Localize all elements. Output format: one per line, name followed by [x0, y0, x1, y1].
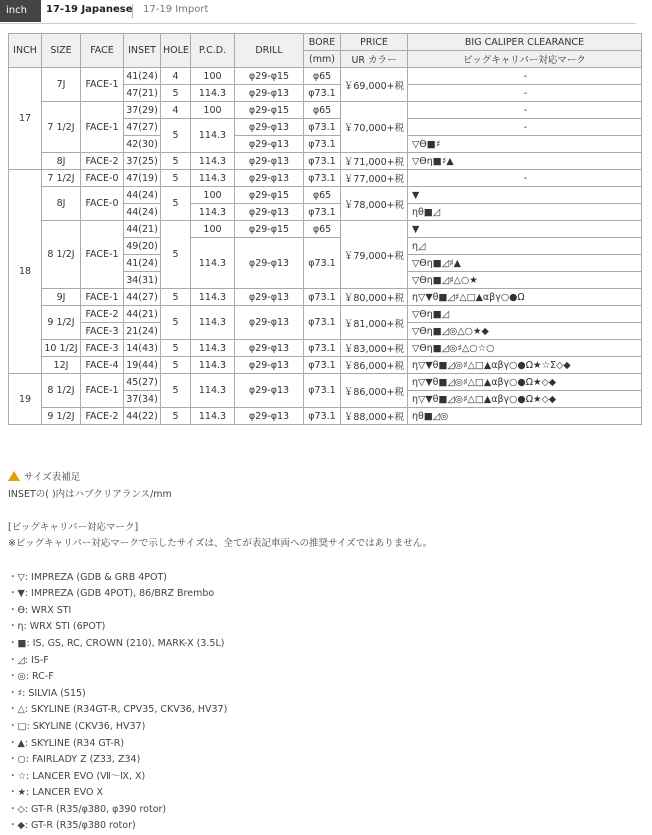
cell-drill: φ29-φ13 [235, 238, 304, 289]
header-inch: INCH [9, 34, 42, 68]
cell-bore: φ73.1 [304, 340, 341, 357]
spacer [8, 503, 638, 520]
legend-item: ・◆: GT-R (R35/φ380 rotor) [8, 820, 136, 832]
legend-item: ・◿: IS-F [8, 654, 49, 666]
cell-pcd: 114.3 [191, 204, 235, 221]
cell-pcd: 114.3 [191, 170, 235, 187]
cell-face: FACE-3 [81, 340, 124, 357]
table-row [9, 153, 642, 170]
cell-clearance: ηθ■◿ [408, 204, 642, 221]
cell-clearance: ▽ϴη■◿◎△○★◆ [408, 323, 642, 340]
cell-inset: 41(24) [124, 68, 161, 85]
cell-face: FACE-2 [81, 306, 124, 323]
cell-drill: φ29-φ13 [235, 374, 304, 408]
header-hole: HOLE [161, 34, 191, 68]
cell-clearance: - [408, 102, 642, 119]
cell-inset: 44(21) [124, 306, 161, 323]
cell-price: ￥86,000+税 [341, 374, 408, 408]
cell-clearance: ηθ■◿◎ [408, 408, 642, 425]
cell-hole: 5 [161, 85, 191, 102]
tab-separator [132, 4, 133, 18]
legend-item: ・◇: GT-R (R35/φ380, φ390 rotor) [8, 803, 167, 815]
cell-inset: 41(24) [124, 255, 161, 272]
cell-bore: φ73.1 [304, 136, 341, 153]
cell-price: ￥71,000+税 [341, 153, 408, 170]
cell-clearance: η▽▼θ■◿◎♯△□▲αβγ○●Ω★☆Σ◇◆ [408, 357, 642, 374]
tab-inch[interactable]: inch [0, 0, 41, 22]
cell-pcd: 114.3 [191, 374, 235, 408]
cell-drill: φ29-φ13 [235, 357, 304, 374]
cell-price: ￥79,000+税 [341, 221, 408, 289]
cell-hole: 5 [161, 374, 191, 408]
cell-clearance: - [408, 119, 642, 136]
cell-hole: 5 [161, 408, 191, 425]
table-row [9, 221, 642, 238]
cell-hole: 5 [161, 170, 191, 187]
cell-size: 12J [42, 357, 81, 374]
table-row [9, 187, 642, 204]
header-face: FACE [81, 34, 124, 68]
cell-inset: 47(27) [124, 119, 161, 136]
cell-hole: 5 [161, 119, 191, 153]
cell-hole: 4 [161, 102, 191, 119]
cell-drill: φ29-φ13 [235, 119, 304, 136]
cell-clearance: ▽ϴ■♯ [408, 136, 642, 153]
cell-inset: 44(22) [124, 408, 161, 425]
cell-drill: φ29-φ13 [235, 289, 304, 306]
header-drill: DRILL [235, 34, 304, 68]
header-price-sub: UR カラー [341, 51, 408, 68]
cell-face: FACE-0 [81, 170, 124, 187]
legend-item: ・□: SKYLINE (CKV36, HV37) [8, 720, 146, 732]
cell-inset: 44(21) [124, 221, 161, 238]
header-clearance: BIG CALIPER CLEARANCE [408, 34, 642, 51]
cell-size: 7 1/2J [42, 102, 81, 153]
cell-price: ￥78,000+税 [341, 187, 408, 221]
cell-bore: φ73.1 [304, 170, 341, 187]
cell-drill: φ29-φ13 [235, 153, 304, 170]
cell-inset: 44(24) [124, 204, 161, 221]
cell-bore: φ73.1 [304, 289, 341, 306]
cell-price: ￥88,000+税 [341, 408, 408, 425]
cell-drill: φ29-φ13 [235, 85, 304, 102]
cell-drill: φ29-φ13 [235, 170, 304, 187]
cell-bore: φ73.1 [304, 374, 341, 408]
table-row [9, 170, 642, 187]
cell-size: 7J [42, 68, 81, 102]
cell-size: 8J [42, 153, 81, 170]
table-row [9, 408, 642, 425]
table-row [9, 68, 642, 85]
header-bore-unit: (mm) [304, 51, 341, 68]
legend-item: ・☆: LANCER EVO (Ⅶ～Ⅸ, Ⅹ) [8, 770, 146, 782]
cell-bore: φ73.1 [304, 85, 341, 102]
cell-inch: 17 [9, 68, 42, 170]
cell-clearance: ▽ϴη■♯▲ [408, 153, 642, 170]
legend-item: ・○: FAIRLADY Z (Z33, Z34) [8, 754, 141, 766]
cell-clearance: ▼ [408, 187, 642, 204]
cell-inset: 47(19) [124, 170, 161, 187]
cell-face: FACE-1 [81, 102, 124, 153]
cell-inset: 49(20) [124, 238, 161, 255]
cell-face: FACE-2 [81, 153, 124, 170]
cell-inset: 19(44) [124, 357, 161, 374]
spec-table [8, 33, 642, 425]
cell-pcd: 114.3 [191, 408, 235, 425]
tab-underline [0, 23, 636, 24]
table-row [9, 357, 642, 374]
cell-bore: φ73.1 [304, 153, 341, 170]
cell-bore: φ73.1 [304, 119, 341, 136]
legend-item: ・♯: SILVIA (S15) [8, 687, 86, 699]
notes-section [8, 470, 638, 835]
cell-inset: 45(27) [124, 374, 161, 391]
cell-bore: φ73.1 [304, 238, 341, 289]
cell-size: 8 1/2J [42, 221, 81, 289]
cell-inset: 21(24) [124, 323, 161, 340]
legend-item: ・▼: IMPREZA (GDB 4POT), 86/BRZ Brembo [8, 588, 215, 600]
mark-description: ※ビッグキャリパー対応マークで示したサイズは、全てが表記車両への推奨サイズではありません。 [8, 538, 433, 550]
table-row [9, 102, 642, 119]
cell-hole: 5 [161, 221, 191, 289]
cell-drill: φ29-φ15 [235, 221, 304, 238]
table-row [9, 306, 642, 323]
cell-pcd: 114.3 [191, 238, 235, 289]
cell-face: FACE-3 [81, 323, 124, 340]
cell-clearance: - [408, 170, 642, 187]
cell-hole: 5 [161, 340, 191, 357]
cell-drill: φ29-φ13 [235, 306, 304, 340]
inset-note: INSETの( )内はハブクリアランス/mm [8, 488, 172, 500]
cell-face: FACE-1 [81, 68, 124, 102]
cell-pcd: 114.3 [191, 119, 235, 153]
cell-inset: 47(21) [124, 85, 161, 102]
cell-inset: 44(27) [124, 289, 161, 306]
legend-item: ・◎: RC-F [8, 671, 54, 683]
cell-pcd: 114.3 [191, 306, 235, 340]
cell-face: FACE-1 [81, 289, 124, 306]
table-row [9, 340, 642, 357]
cell-pcd: 100 [191, 68, 235, 85]
table-row [9, 289, 642, 306]
header-clearance-sub: ビッグキャリパー対応マーク [408, 51, 642, 68]
cell-inch: 19 [9, 374, 42, 425]
cell-hole: 5 [161, 153, 191, 170]
cell-bore: φ65 [304, 102, 341, 119]
cell-bore: φ73.1 [304, 204, 341, 221]
cell-price: ￥77,000+税 [341, 170, 408, 187]
header-bore: BORE [304, 34, 341, 51]
cell-face: FACE-0 [81, 187, 124, 221]
cell-price: ￥86,000+税 [341, 357, 408, 374]
cell-pcd: 114.3 [191, 357, 235, 374]
cell-inset: 37(29) [124, 102, 161, 119]
cell-clearance: ▽ϴη■◿ [408, 306, 642, 323]
cell-size: 9J [42, 289, 81, 306]
cell-drill: φ29-φ15 [235, 68, 304, 85]
cell-inset: 44(24) [124, 187, 161, 204]
legend-item: ・η: WRX STI (6POT) [8, 621, 106, 633]
legend-item: ・★: LANCER EVO X [8, 787, 103, 799]
cell-face: FACE-1 [81, 374, 124, 408]
cell-size: 10 1/2J [42, 340, 81, 357]
cell-drill: φ29-φ13 [235, 204, 304, 221]
cell-bore: φ73.1 [304, 357, 341, 374]
cell-pcd: 100 [191, 221, 235, 238]
cell-drill: φ29-φ13 [235, 340, 304, 357]
cell-inset: 37(25) [124, 153, 161, 170]
cell-bore: φ65 [304, 221, 341, 238]
mark-heading: [ビッグキャリパー対応マーク] [8, 521, 139, 533]
cell-price: ￥81,000+税 [341, 306, 408, 340]
cell-clearance: ▽ϴη■◿♯▲ [408, 255, 642, 272]
notes-title: サイズ表補足 [24, 472, 81, 483]
cell-hole: 5 [161, 187, 191, 221]
cell-drill: φ29-φ13 [235, 136, 304, 153]
cell-face: FACE-2 [81, 408, 124, 425]
cell-pcd: 100 [191, 187, 235, 204]
cell-size: 9 1/2J [42, 306, 81, 340]
cell-inset: 34(31) [124, 272, 161, 289]
header-size: SIZE [42, 34, 81, 68]
cell-size: 8 1/2J [42, 374, 81, 408]
cell-drill: φ29-φ13 [235, 408, 304, 425]
cell-hole: 5 [161, 357, 191, 374]
cell-face: FACE-4 [81, 357, 124, 374]
cell-drill: φ29-φ15 [235, 187, 304, 204]
cell-clearance: η▽▼θ■◿♯△□▲αβγ○●Ω [408, 289, 642, 306]
cell-price: ￥83,000+税 [341, 340, 408, 357]
cell-clearance: ▽ϴη■◿◎♯△○☆○ [408, 340, 642, 357]
cell-clearance: η▽▼θ■◿◎♯△□▲αβγ○●Ω★◇◆ [408, 374, 642, 391]
tab-17-19-import[interactable]: 17-19 Import [143, 4, 209, 15]
table-row [9, 374, 642, 391]
cell-clearance: η◿ [408, 238, 642, 255]
legend-item: ・▽: IMPREZA (GDB & GRB 4POT) [8, 571, 167, 583]
cell-size: 9 1/2J [42, 408, 81, 425]
cell-clearance: - [408, 85, 642, 102]
legend-item: ・△: SKYLINE (R34GT-R, CPV35, CKV36, HV37) [8, 704, 228, 716]
cell-hole: 5 [161, 289, 191, 306]
cell-bore: φ73.1 [304, 306, 341, 340]
cell-hole: 5 [161, 306, 191, 340]
warning-icon [8, 471, 20, 481]
cell-price: ￥70,000+税 [341, 102, 408, 153]
header-price: PRICE [341, 34, 408, 51]
legend-item: ・ϴ: WRX STI [8, 604, 72, 616]
cell-clearance: ▼ [408, 221, 642, 238]
cell-pcd: 100 [191, 102, 235, 119]
cell-inset: 37(34) [124, 391, 161, 408]
legend-item: ・■: IS, GS, RC, CROWN (210), MARK-X (3.5L) [8, 637, 225, 649]
cell-clearance: ▽ϴη■◿♯△○★ [408, 272, 642, 289]
cell-price: ￥80,000+税 [341, 289, 408, 306]
cell-pcd: 114.3 [191, 85, 235, 102]
header-pcd: P.C.D. [191, 34, 235, 68]
cell-inset: 14(43) [124, 340, 161, 357]
cell-drill: φ29-φ15 [235, 102, 304, 119]
cell-hole: 4 [161, 68, 191, 85]
cell-inset: 42(30) [124, 136, 161, 153]
cell-pcd: 114.3 [191, 289, 235, 306]
notes-title-row [8, 470, 638, 487]
legend-item: ・▲: SKYLINE (R34 GT-R) [8, 737, 125, 749]
cell-size: 7 1/2J [42, 170, 81, 187]
cell-clearance: η▽▼θ■◿◎♯△□▲αβγ○●Ω★◇◆ [408, 391, 642, 408]
tab-bar [0, 0, 652, 28]
cell-bore: φ65 [304, 68, 341, 85]
cell-pcd: 114.3 [191, 340, 235, 357]
header-inset: INSET [124, 34, 161, 68]
cell-bore: φ73.1 [304, 408, 341, 425]
cell-bore: φ65 [304, 187, 341, 204]
cell-face: FACE-1 [81, 221, 124, 289]
cell-size: 8J [42, 187, 81, 221]
cell-pcd: 114.3 [191, 153, 235, 170]
spacer [8, 553, 638, 570]
cell-clearance: - [408, 68, 642, 85]
cell-inch: 18 [9, 170, 42, 374]
tab-17-19-japanese[interactable]: 17-19 Japanese [46, 4, 133, 15]
cell-price: ￥69,000+税 [341, 68, 408, 102]
